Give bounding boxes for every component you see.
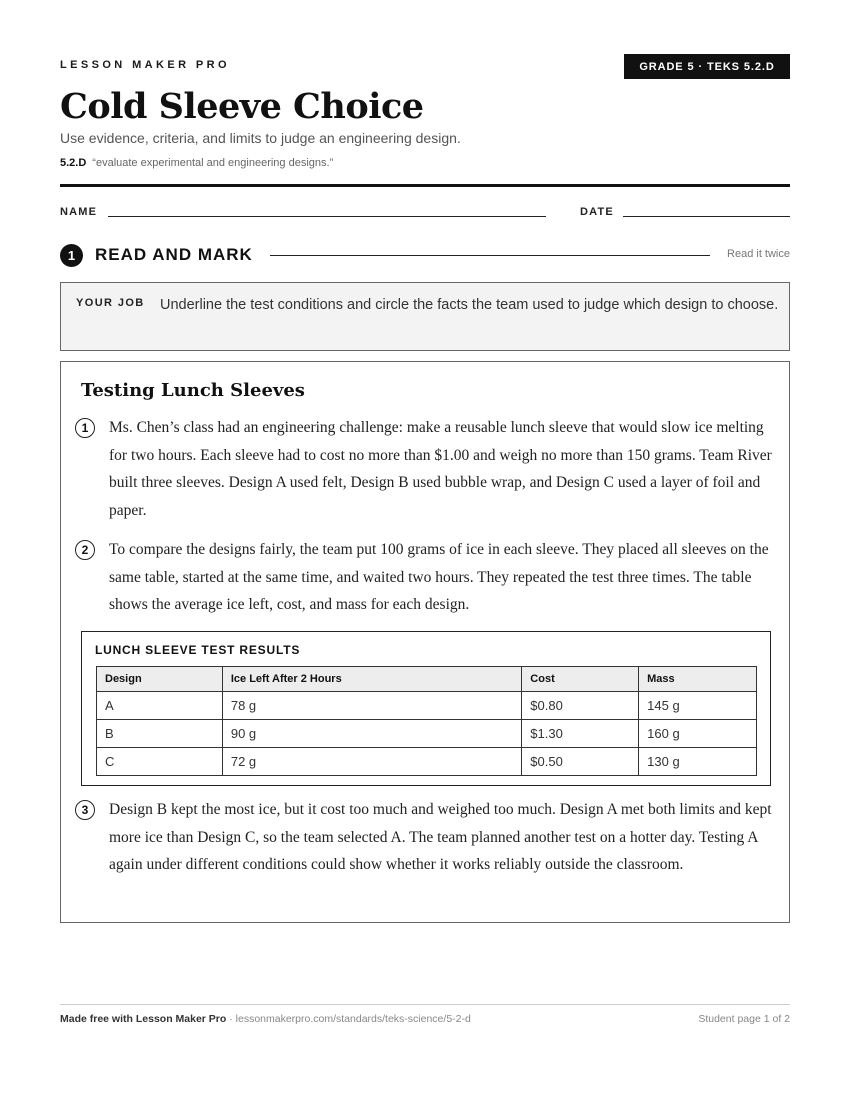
page-subtitle: Use evidence, criteria, and limits to judge an engineering design.	[60, 130, 461, 146]
header-design: Design	[97, 667, 223, 692]
cell-design: C	[97, 748, 223, 776]
date-label: DATE	[580, 206, 614, 218]
footer-divider	[60, 1004, 790, 1005]
table-header-row	[97, 667, 757, 692]
paragraph-number: 3	[75, 800, 95, 820]
worksheet-page	[60, 0, 790, 1100]
header-cost: Cost	[522, 667, 639, 692]
section-rule	[270, 255, 710, 256]
footer-page-number: Student page 1 of 2	[698, 1013, 790, 1025]
section-note: Read it twice	[727, 248, 790, 260]
cell-cost: $0.50	[522, 748, 639, 776]
results-table	[96, 666, 757, 776]
cell-design: B	[97, 720, 223, 748]
section-header-read-and-mark	[60, 243, 790, 267]
name-date-row	[60, 204, 790, 220]
cell-cost: $1.30	[522, 720, 639, 748]
header-ice-left: Ice Left After 2 Hours	[222, 667, 521, 692]
header-divider	[60, 184, 790, 187]
cell-cost: $0.80	[522, 692, 639, 720]
brand-name: LESSON MAKER PRO	[60, 59, 230, 71]
page-title: Cold Sleeve Choice	[60, 86, 424, 127]
table-row	[97, 748, 757, 776]
cell-design: A	[97, 692, 223, 720]
paragraph-text: Ms. Chen’s class had an engineering challenge: make a reusable lunch sleeve that would slow ice melting for two hours. Each sleeve had to cost no more than $1.00 and weigh no more than 150 grams. Team River built three sleeves. Design A used felt, Design B used bubble wrap, and Design C used a layer of foil and paper.	[109, 419, 772, 520]
cell-mass: 160 g	[639, 720, 757, 748]
paragraph-text: To compare the designs fairly, the team put 100 grams of ice in each sleeve. They placed all sleeves on the same table, started at the same time, and waited two hours. They repeated the test three times. The table shows the average ice left, cost, and mass for each design.	[109, 541, 769, 614]
cell-ice-left: 72 g	[222, 748, 521, 776]
paragraph-number: 1	[75, 418, 95, 438]
cell-mass: 130 g	[639, 748, 757, 776]
grade-badge: GRADE 5 · TEKS 5.2.D	[624, 54, 790, 79]
table-row	[97, 692, 757, 720]
section-number: 1	[60, 244, 83, 267]
name-field[interactable]	[108, 216, 546, 217]
paragraph-text: Design B kept the most ice, but it cost too much and weighed too much. Design A met both limits and kept more ice than Design C, so the team selected A. The team planned another test on a hotter day. Testing A again under different conditions could show whether it works reliably outside the classroom.	[109, 801, 772, 874]
passage-title: Testing Lunch Sleeves	[81, 380, 305, 401]
your-job-label: YOUR JOB	[76, 297, 145, 309]
footer-url[interactable]: · lessonmakerpro.com/standards/teks-science/5-2-d	[226, 1013, 471, 1025]
your-job-box	[60, 282, 790, 351]
table-title: LUNCH SLEEVE TEST RESULTS	[95, 643, 301, 657]
date-field[interactable]	[623, 216, 790, 217]
section-title: READ AND MARK	[95, 245, 253, 264]
table-row	[97, 720, 757, 748]
your-job-text: Underline the test conditions and circle the facts the team used to judge which design to choose.	[160, 297, 779, 313]
cell-ice-left: 90 g	[222, 720, 521, 748]
cell-mass: 145 g	[639, 692, 757, 720]
paragraph-number: 2	[75, 540, 95, 560]
reading-passage	[60, 361, 790, 923]
cell-ice-left: 78 g	[222, 692, 521, 720]
header-mass: Mass	[639, 667, 757, 692]
footer-made-with: Made free with Lesson Maker Pro	[60, 1013, 227, 1025]
standard-text: “evaluate experimental and engineering designs.”	[92, 157, 334, 169]
standard-line	[60, 157, 333, 169]
name-label: NAME	[60, 206, 98, 218]
footer-credit	[60, 1013, 471, 1025]
results-table-box	[81, 631, 771, 786]
standard-code: 5.2.D	[60, 157, 87, 169]
